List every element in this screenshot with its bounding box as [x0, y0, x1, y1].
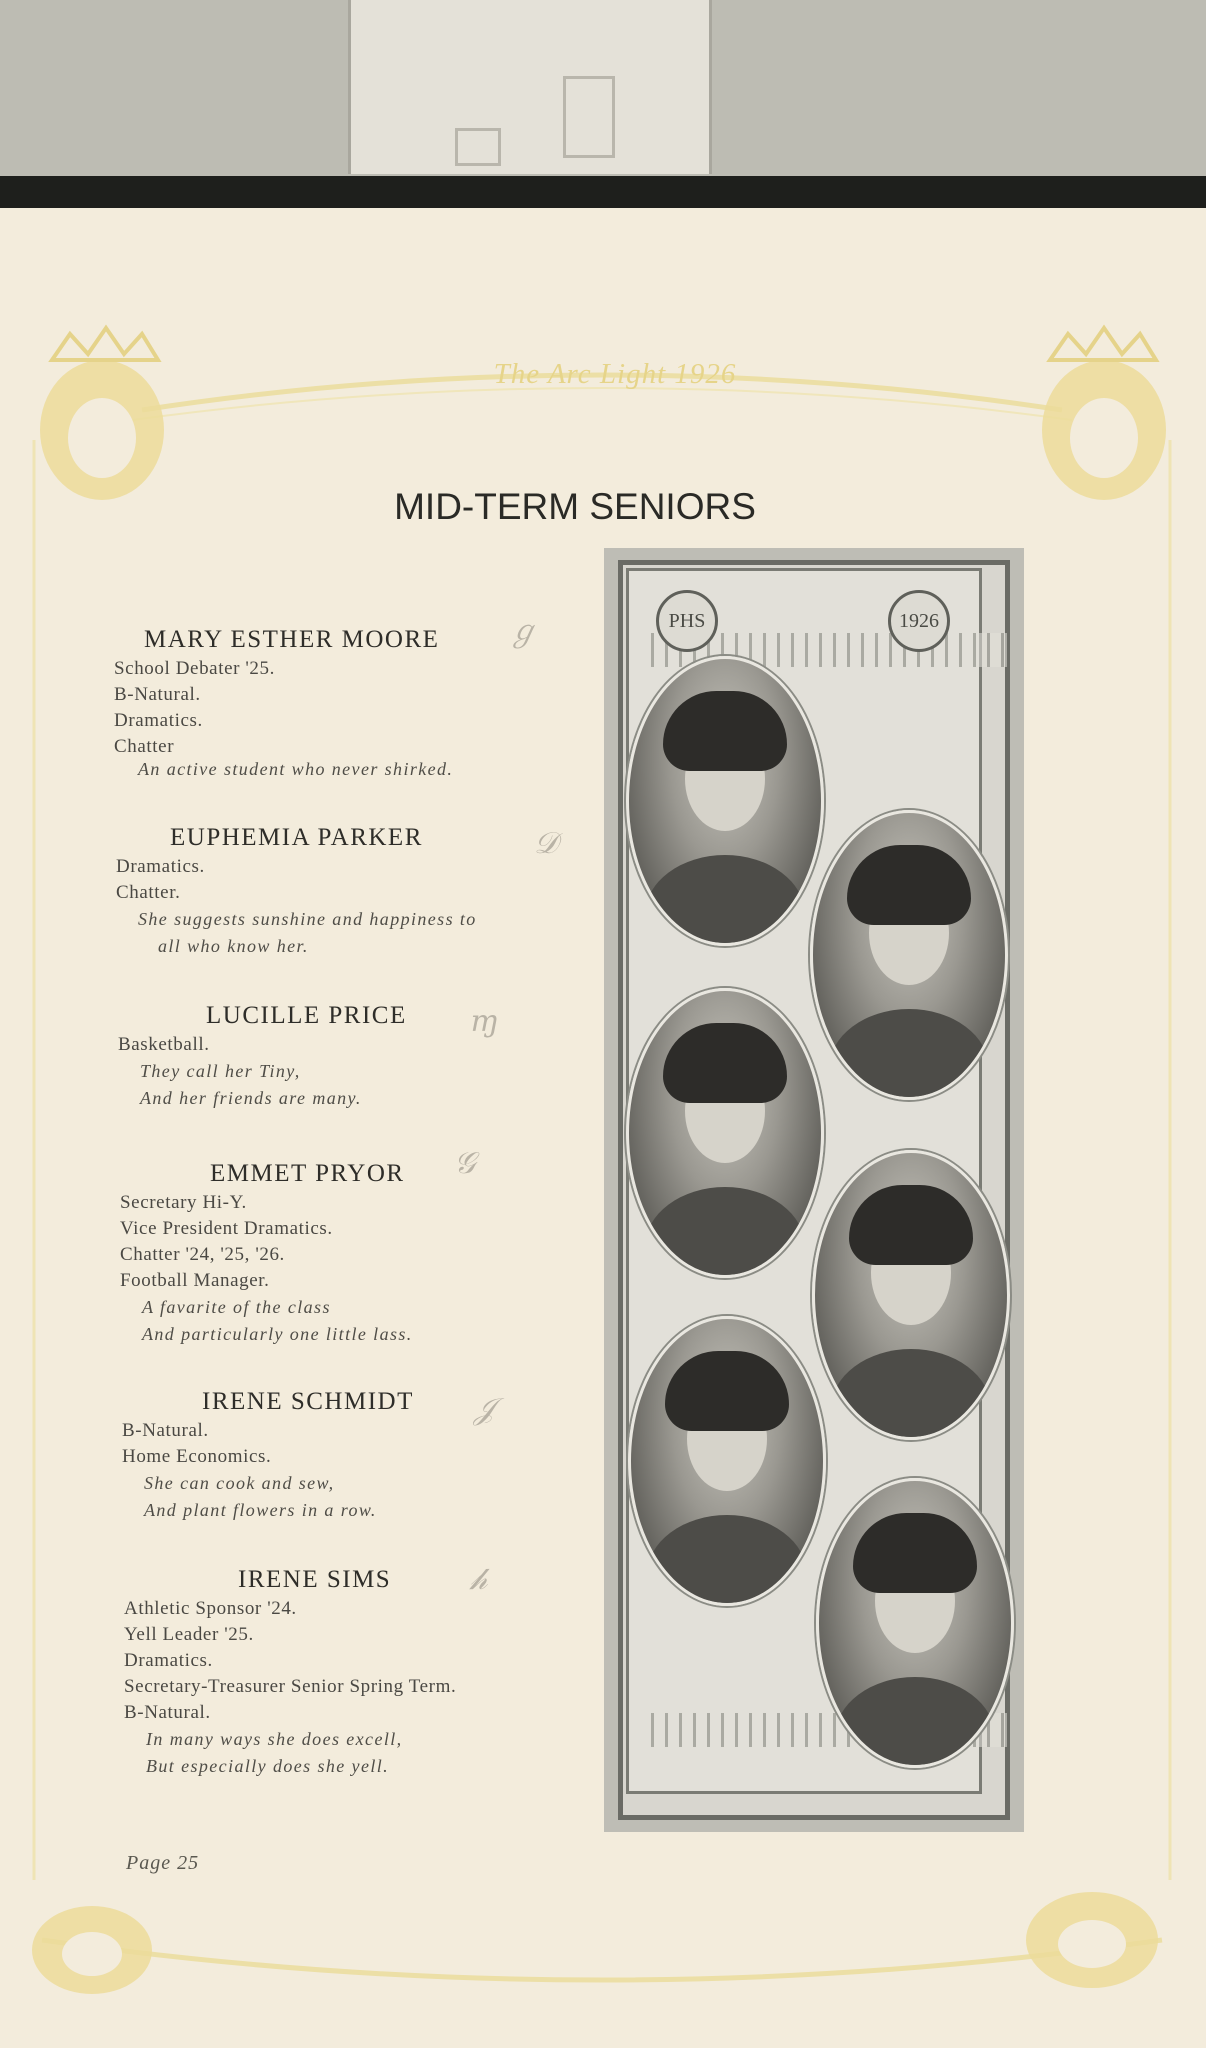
phs-monogram-badge: PHS	[656, 590, 718, 652]
portrait-photo	[812, 1150, 1010, 1440]
portrait-hair	[663, 691, 787, 771]
entry-euphemia-parker	[116, 824, 477, 960]
pencil-mark-icon: ℊ	[508, 614, 538, 649]
entry-mary-esther-moore	[114, 626, 453, 783]
scanner-clip-card	[348, 0, 712, 174]
clip-emblem-icon	[563, 76, 615, 158]
pencil-mark-icon: 𝒟	[534, 826, 558, 861]
entry-activity: Home Economics.	[122, 1446, 272, 1467]
pencil-mark-icon: 𝒽	[470, 1562, 488, 1597]
pencil-mark-icon: 𝒢	[454, 1146, 476, 1181]
entry-name: LUCILLE PRICE	[206, 1002, 407, 1029]
entry-activity: Dramatics.	[116, 856, 205, 877]
entry-verse: In many ways she does excell,	[146, 1729, 403, 1749]
portrait-hair	[853, 1513, 977, 1593]
entry-activity: Chatter.	[116, 882, 181, 903]
entry-name: IRENE SCHMIDT	[202, 1388, 414, 1415]
entry-activity: B-Natural.	[114, 684, 201, 705]
yearbook-page	[0, 208, 1206, 2048]
entry-activity: Dramatics.	[124, 1650, 213, 1671]
portrait-body	[647, 1515, 807, 1606]
portrait-panel	[604, 548, 1024, 1832]
entry-activity: Basketball.	[118, 1034, 210, 1055]
entry-activity: Athletic Sponsor '24.	[124, 1598, 297, 1619]
portrait-hair	[663, 1023, 787, 1103]
entry-name: MARY ESTHER MOORE	[144, 626, 440, 653]
entry-verse: And plant flowers in a row.	[144, 1500, 377, 1520]
entry-verse: They call her Tiny,	[140, 1061, 301, 1081]
pencil-mark-icon: ɱ	[470, 1004, 499, 1039]
entry-activity: B-Natural.	[122, 1420, 209, 1441]
page-title: MID-TERM SENIORS	[394, 486, 756, 527]
entry-verse: She suggests sunshine and happiness to	[138, 909, 477, 929]
portrait-body	[645, 855, 805, 946]
entry-name: EMMET PRYOR	[210, 1160, 405, 1187]
entry-activity: Dramatics.	[114, 710, 203, 731]
portrait-photo	[810, 810, 1008, 1100]
entry-irene-schmidt	[122, 1388, 414, 1524]
entry-verse: And particularly one little lass.	[142, 1324, 413, 1344]
book-cover-edge	[0, 176, 1206, 210]
entry-activity: Chatter	[114, 736, 175, 757]
entry-verse: And her friends are many.	[140, 1088, 362, 1108]
year-monogram-badge: 1926	[888, 590, 950, 652]
portrait-hair	[847, 845, 971, 925]
entry-activity: Yell Leader '25.	[124, 1624, 254, 1645]
entry-verse: A favarite of the class	[142, 1297, 331, 1317]
entry-verse: She can cook and sew,	[144, 1473, 335, 1493]
portrait-hair	[849, 1185, 973, 1265]
entry-irene-sims	[124, 1566, 456, 1780]
entry-activity: Chatter '24, '25, '26.	[120, 1244, 285, 1265]
entry-activity: Vice President Dramatics.	[120, 1218, 333, 1239]
pencil-mark-icon: 𝒥	[474, 1392, 495, 1427]
portrait-body	[829, 1009, 989, 1100]
clip-logo-icon	[455, 128, 501, 166]
running-title: The Arc Light 1926	[493, 358, 737, 390]
entry-activity: Football Manager.	[120, 1270, 270, 1291]
portrait-photo	[626, 988, 824, 1278]
entry-activity: Secretary-Treasurer Senior Spring Term.	[124, 1676, 457, 1697]
page-number: Page 25	[126, 1852, 200, 1874]
portrait-hair	[665, 1351, 789, 1431]
scanner-background	[0, 0, 1206, 182]
entry-activity: Secretary Hi-Y.	[120, 1192, 247, 1213]
entry-verse: But especially does she yell.	[146, 1756, 390, 1776]
portrait-body	[831, 1349, 991, 1440]
entry-lucille-price	[118, 1002, 407, 1112]
portrait-body	[835, 1677, 995, 1768]
entry-name: IRENE SIMS	[238, 1566, 392, 1593]
entry-name: EUPHEMIA PARKER	[170, 824, 423, 851]
portrait-photo	[816, 1478, 1014, 1768]
entry-verse: all who know her.	[158, 936, 309, 956]
entry-verse: An active student who never shirked.	[138, 759, 454, 779]
entry-activity: B-Natural.	[124, 1702, 211, 1723]
portrait-photo	[628, 1316, 826, 1606]
entry-activity: School Debater '25.	[114, 658, 275, 679]
portrait-photo	[626, 656, 824, 946]
portrait-body	[645, 1187, 805, 1278]
entry-emmet-pryor	[120, 1160, 413, 1348]
